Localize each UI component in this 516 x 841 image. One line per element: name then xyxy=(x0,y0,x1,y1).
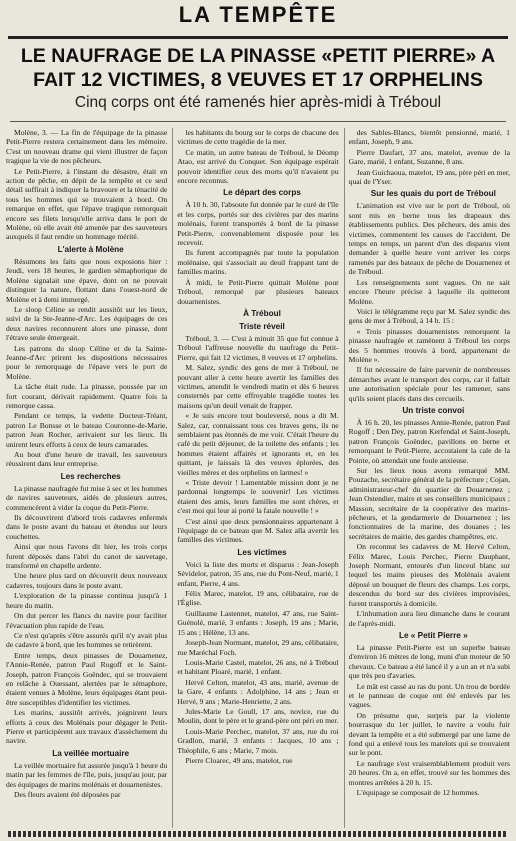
article-paragraph: Les marins, aussitôt arrivés, joignirent leurs efforts à ceux des Molénais pour dégager le Petit-Pierre et participèrent aux travaux d'assèchement du navire. xyxy=(6,708,168,746)
section-kicker: LA TEMPÊTE xyxy=(178,2,338,27)
article-paragraph: À midi, le Petit-Pierre quittait Molène pour Tréboul, remorqué par plusieurs bateaux douarnenistes. xyxy=(177,277,339,306)
article-paragraph: Pierre Daufart, 37 ans, matelot, avenue de la Gare, marié, 1 enfant, Suzanne, 8 ans. xyxy=(348,147,510,167)
article-paragraph: Ils furent accompagnés par toute la population molénaise, qui s'associait au deuil frappant tant de familles marins. xyxy=(177,248,339,277)
article-paragraph: Félix Marec, matelot, 19 ans, célibataire, rue de l'Église. xyxy=(177,589,339,608)
subheadline-rule xyxy=(10,121,506,122)
article-paragraph: On présume que, surpris par la violente bourrasque du 1er juillet, le navire a voulu fuir devant la tempête et a été submergé par une lame de fond qui a enlevé tous les matelots qui se trouvaient sur le pont. xyxy=(348,710,510,758)
subheadline: Cinq corps ont été ramenés hier après-midi à Tréboul xyxy=(74,94,442,111)
article-paragraph: Ce matin, un autre bateau de Tréboul, le Déomp Atao, est arrivé du Conquet. Son équipage espérait pouvoir identifier ceux des morts qu'il n'avaient pu encore reconnus. xyxy=(177,147,339,186)
article-paragraph: Guillaume Lastennet, matelot, 47 ans, rue Saint-Guénolé, marié, 3 enfants : Joseph, 19 ans ; Marie, 15 ans ; Hélène, 13 ans. xyxy=(177,608,339,637)
article-paragraph: L'équipage se composait de 12 hommes. xyxy=(356,788,480,797)
section-heading: Sur les quais du port de Tréboul xyxy=(370,189,496,199)
section-heading: L'alerte à Molène xyxy=(57,244,124,254)
article-paragraph: La pinasse naufragée fut mise à sec et les hommes de navires sauveteurs, aidés de plusieurs autres, commencèrent à vider la coque du Petit-Pierre. xyxy=(6,483,168,512)
article-paragraph: M. Salez, syndic des gens de mer à Tréboul, ne pouvant aller à cette heure avertir les familles des victimes, attendit le vendredi matin et dès 6 heures consternés par cette effroyable tragédie toutes les maisons qu'un deuil venait de frapper. xyxy=(177,363,339,410)
article-paragraph: Une heure plus tard on découvrit deux nouveaux cadavres, toujours dans le poste avant. xyxy=(6,571,168,590)
article-paragraph: Il fut nécessaire de faire parvenir de nombreuses démarches avant le transport des corps, car il fallait une autorisation spéciale pour les ramener, sans qu'ils soient placés dans des cercueils. xyxy=(348,365,510,403)
kicker-rule xyxy=(8,36,508,39)
headline: LE NAUFRAGE DE LA PINASSE «PETIT PIERRE» A FAIT 12 VICTIMES, 8 VEUVES ET 17 ORPHELINS xyxy=(20,45,496,91)
article-paragraph: Molène, 3. — La fin de l'équipage de la pinasse Petit-Pierre restera certainement dans les mémoire. C'est un nouveau drame qui vient illustrer de façon tragique la vie de nos pêcheurs. xyxy=(6,128,168,166)
article-paragraph: Pendant ce temps, la vedette Docteur-Tréant, patron Le Bonsse et le bateau Couronne-de-Marie, patron Jean Rocher, arrivaient sur les lieux. Ils unirent leurs efforts à ceux de leurs camarades. xyxy=(6,411,168,449)
article-paragraph: L'animation est vive sur le port de Tréboul, où sont mis en berne tous les drapeaux des établissements publics. Des pêcheurs, des amis des victimes, commentent les causes de l'accident. De temps en temps, un parent d'un des disparus vient demander à quelle heure vont arriver les corps ramenés par des bateaux de pêche de Douarnenez et de Tréboul. xyxy=(348,201,510,277)
article-paragraph: Louis-Marie Perchec, matelot, 37 ans, rue du roi Gradlon, marié, 3 enfants : Jacques, 10 ans ; Théophile, 6 ans ; Marie, 7 mois. xyxy=(177,726,339,755)
section-heading: Triste réveil xyxy=(239,321,285,331)
article-paragraph: Le naufrage s'est vraisemblablement produit vers 20 heures. On a, en effet, trouvé sur les hommes des montres arrêtées à 20 h. 15. xyxy=(348,758,510,787)
article-paragraph: C'est ainsi que deux pensionnaires appartenant à l'équipage de ce bateau que M. Salez alla avertir les familles des victimes. xyxy=(177,516,339,545)
article-paragraph: Entre temps, deux pinasses de Douarnenez, l'Annie-Renée, patron Paul Rogoff et le Saint-Joseph, patron François Goëndec, qui se trouvaient en relâche à Ouessant, alertées par le sémaphore, étaient venues à Molène, leurs équipages étant peut-être susceptibles d'identifier les victimes. xyxy=(6,650,168,707)
article-paragraph: La tâche était rude. La pinasse, poussée par un fort courant, dérivait rapidement. Quatre fois la remorque cassa. xyxy=(6,382,168,410)
article-paragraph: À 16 h. 20, les pinasses Annie-Renée, patron Paul Rogoff ; Den Dey, patron Kerfendal et Saint-Joseph, patron François Goëndec, pavillons en berne et remorquant le Petit-Pierre, accostaient la cale de la Pointe, où attendait une foule anxieuse. xyxy=(348,417,510,465)
article-column-2 xyxy=(172,128,338,828)
article-paragraph: « Trois pinasses douarnenistes remorquent la pinasse naufragée et ramènent à Tréboul les corps des 5 hommes trouvés à bord, appartenant de Molène ». xyxy=(348,326,510,364)
article-paragraph: À 10 h. 30, l'absoute fut donnée par le curé de l'île et les corps, portés sur des civières par des marins molénais, furent transportés à bord de la pinasse Petit-Pierre, convenablement disposée pour les recevoir. xyxy=(177,200,339,248)
article-paragraph: des Sables-Blancs, bientôt pensionné, marié, 1 enfant, Joseph, 9 ans. xyxy=(348,128,510,147)
article-column-1 xyxy=(6,128,167,828)
section-heading: Les victimes xyxy=(237,547,287,557)
article-paragraph: La pinasse Petit-Pierre est un superbe bateau d'environ 16 mètres de long, muni d'un moteur de 50 chevaux. Ce bateau a été lancé il y a un an et n'a subi que très peu d'avaries. xyxy=(348,642,510,681)
section-heading: Le départ des corps xyxy=(223,188,301,198)
article-paragraph: Des fleurs avaient été déposées par xyxy=(14,790,121,799)
article-paragraph: les habitants du bourg sur le corps de chacune des victimes de cette tragédie de la mer. xyxy=(177,128,339,147)
article-paragraph: Hervé Celton, matelot, 43 ans, marié, avenue de la Gare, 4 enfants : Adolphine, 14 ans ; Jean et Hervé, 9 ans ; Marie-Henriette, 2 ans. xyxy=(177,677,339,706)
article-paragraph: On reconnut les cadavres de M. Hervé Celton, Félix Marec, Louis Perchec, Pierre Dauphant, Joseph Normant, entourés d'un linceul blanc sur lequel les mains pieuses des Molénais avaient déposé un bouquet de fleurs des champs. Les corps, descendus du bord sur des civières improvisées, furent transportés à domicile. xyxy=(348,542,510,608)
article-paragraph: Voici la liste des morts et disparus : Jean-Joseph Sévidelor, patron, 35 ans, rue du Pont-Neuf, marié, 1 enfant, Pierre, 4 ans. xyxy=(177,559,339,588)
article-paragraph: Résumons les faits que nous exposions hier : Jeudi, vers 18 heures, le gardien sémaphorique de Molène signalait une épave, dont on ne pouvait distinguer la nature, flottant dans l'ouest-nord de Molène et à demi immergé. xyxy=(6,256,168,304)
article-paragraph: L'exploration de la pinasse continua jusqu'à 1 heure du matin. xyxy=(6,591,168,610)
article-paragraph: Le sloop Céline se rendit aussitôt sur les lieux, suivi de la Ste-Jeanne-d'Arc. Les équipages de ces deux navires reconnurent alors une pinasse, dont l'étrave seule émergeait. xyxy=(6,304,168,343)
article-paragraph: Au bout d'une heure de travail, les sauveteurs réussirent dans leur entreprise. xyxy=(6,450,168,469)
section-heading: Le « Petit Pierre » xyxy=(398,630,468,640)
article-column-3 xyxy=(344,128,510,828)
article-paragraph: « Triste devoir ! Lamentable mission dont je ne pardonnai longtemps le souvenir! Les victimes étaient des amis, leurs familles me sont chères, et c'est moi qui leur ai porté la fatale nouvelle ! » xyxy=(177,478,339,516)
article-paragraph: Sur les lieux nous avons remarqué MM. Pouzache, secrétaire général de la préfecture ; Cojan, administrateur-chef du quartier de Douarnenez ; Jean Ostendier, maire et ses conseillers municipaux ; Masson, secrétaire de la coopérative des marins-pêcheurs, et la gendarmerie de Douarnenez ; les fonctionnaires de la marine, des douanes ; les secrétaires de mairie, des gardes champêtres, etc. xyxy=(348,466,510,541)
article-paragraph: Tréboul, 3. — C'est à minuit 35 que fut connue à Tréboul l'affreuse nouvelle du naufrage du Petit-Pierre, qui fait 12 victimes, 8 veuves et 17 orphelins. xyxy=(177,333,339,362)
article-columns xyxy=(6,128,510,828)
bottom-divider xyxy=(8,831,508,837)
article-paragraph: « Je suis encore tout bouleversé, nous a dit M. Salez, car, connaissant tous ces braves gens, ils ne semblaient pas étonnés de me voir. C'était l'heure du café du petit déjeuner, de la toilette des enfants ; les hommes étaient affairés et ignorants et, en les quittant, je laissais là des veuves éplorées, des vieilles mères et des orphelins en larmes! » xyxy=(177,411,339,477)
article-paragraph: Louis-Marie Castel, matelot, 26 ans, né à Tréboul et habitant Ploaré, marié, 1 enfant. xyxy=(177,657,339,677)
article-paragraph: La veillée mortuaire fut assurée jusqu'à 1 heure du matin par les femmes de l'île, puis, jusqu'au jour, par des équipages de marins molénais et douarnenistes. xyxy=(6,760,168,789)
section-heading: La veillée mortuaire xyxy=(52,748,130,758)
article-paragraph: Ils découvrirent d'abord trois cadavres enfermés dans le poste avant du bateau et étendus sur leurs couchettes. xyxy=(6,513,168,541)
article-paragraph: Ainsi que nous l'avons dit hier, les trois corps furent déposés dans l'abri du canot de sauvetage, transformé en chapelle ardente. xyxy=(6,542,168,571)
article-paragraph: Les renseignements sont vagues. On ne sait encore l'heure précise à laquelle ils quitteront Molène. xyxy=(348,277,510,306)
section-heading: Les recherches xyxy=(60,471,121,481)
article-paragraph: Les patrons du sloop Céline et de la Sainte-Jeanne-d'Arc prirent les dispositions nécessaires pour le remorquage de l'épave vers le port de Molène. xyxy=(6,343,168,381)
article-paragraph: L'inhumation aura lieu dimanche dans le courant de l'après-midi. xyxy=(348,609,510,628)
article-paragraph: Le mât est cassé au ras du pont. Un trou de bordée et le panneau de coque ont été enlevés par les vagues. xyxy=(348,681,510,710)
article-paragraph: Voici le télégramme reçu par M. Salez syndic des gens de mer à Tréboul, à 14 h. 15 : xyxy=(348,306,510,326)
article-paragraph: Jean Guichaoua, matelot, 19 ans, père péri en mer, quai de l'Yser. xyxy=(348,167,510,187)
section-heading: À Tréboul xyxy=(243,308,281,318)
article-paragraph: Jules-Marie Le Goull, 17 ans, novice, rue du Moulin, dont le père et le grand-père ont péri en mer. xyxy=(177,706,339,726)
article-paragraph: Pierre Cloarec, 49 ans, matelot, rue xyxy=(185,755,293,765)
article-paragraph: Ce n'est qu'après s'être assurés qu'il n'y avait plus de cadavre à bord, que les hommes se retirèrent. xyxy=(6,630,168,650)
article-paragraph: On dut percer les flancs du navire pour faciliter l'évacuation plus rapide de l'eau. xyxy=(6,611,168,630)
article-paragraph: Le Petit-Pierre, à l'instant du désastre, était en action de pêche, en dépit de la tempête et ce seul détail suffirait à indiquer la bravoure et la ténacité de tous les hommes qui se trouvaient à bord. On remarque en effet, que l'épave tragique remorquait encore ses filets lorsqu'elle arriva dans le port de Molène, où elle avait été amenée par des sauveteurs auxquels il faut rendre un hommage mérité. xyxy=(6,166,168,242)
article-paragraph: Joseph-Jean Normant, matelot, 29 ans, célibataire, rue Maréchal Foch. xyxy=(177,638,339,657)
section-heading: Un triste convoi xyxy=(402,405,465,415)
